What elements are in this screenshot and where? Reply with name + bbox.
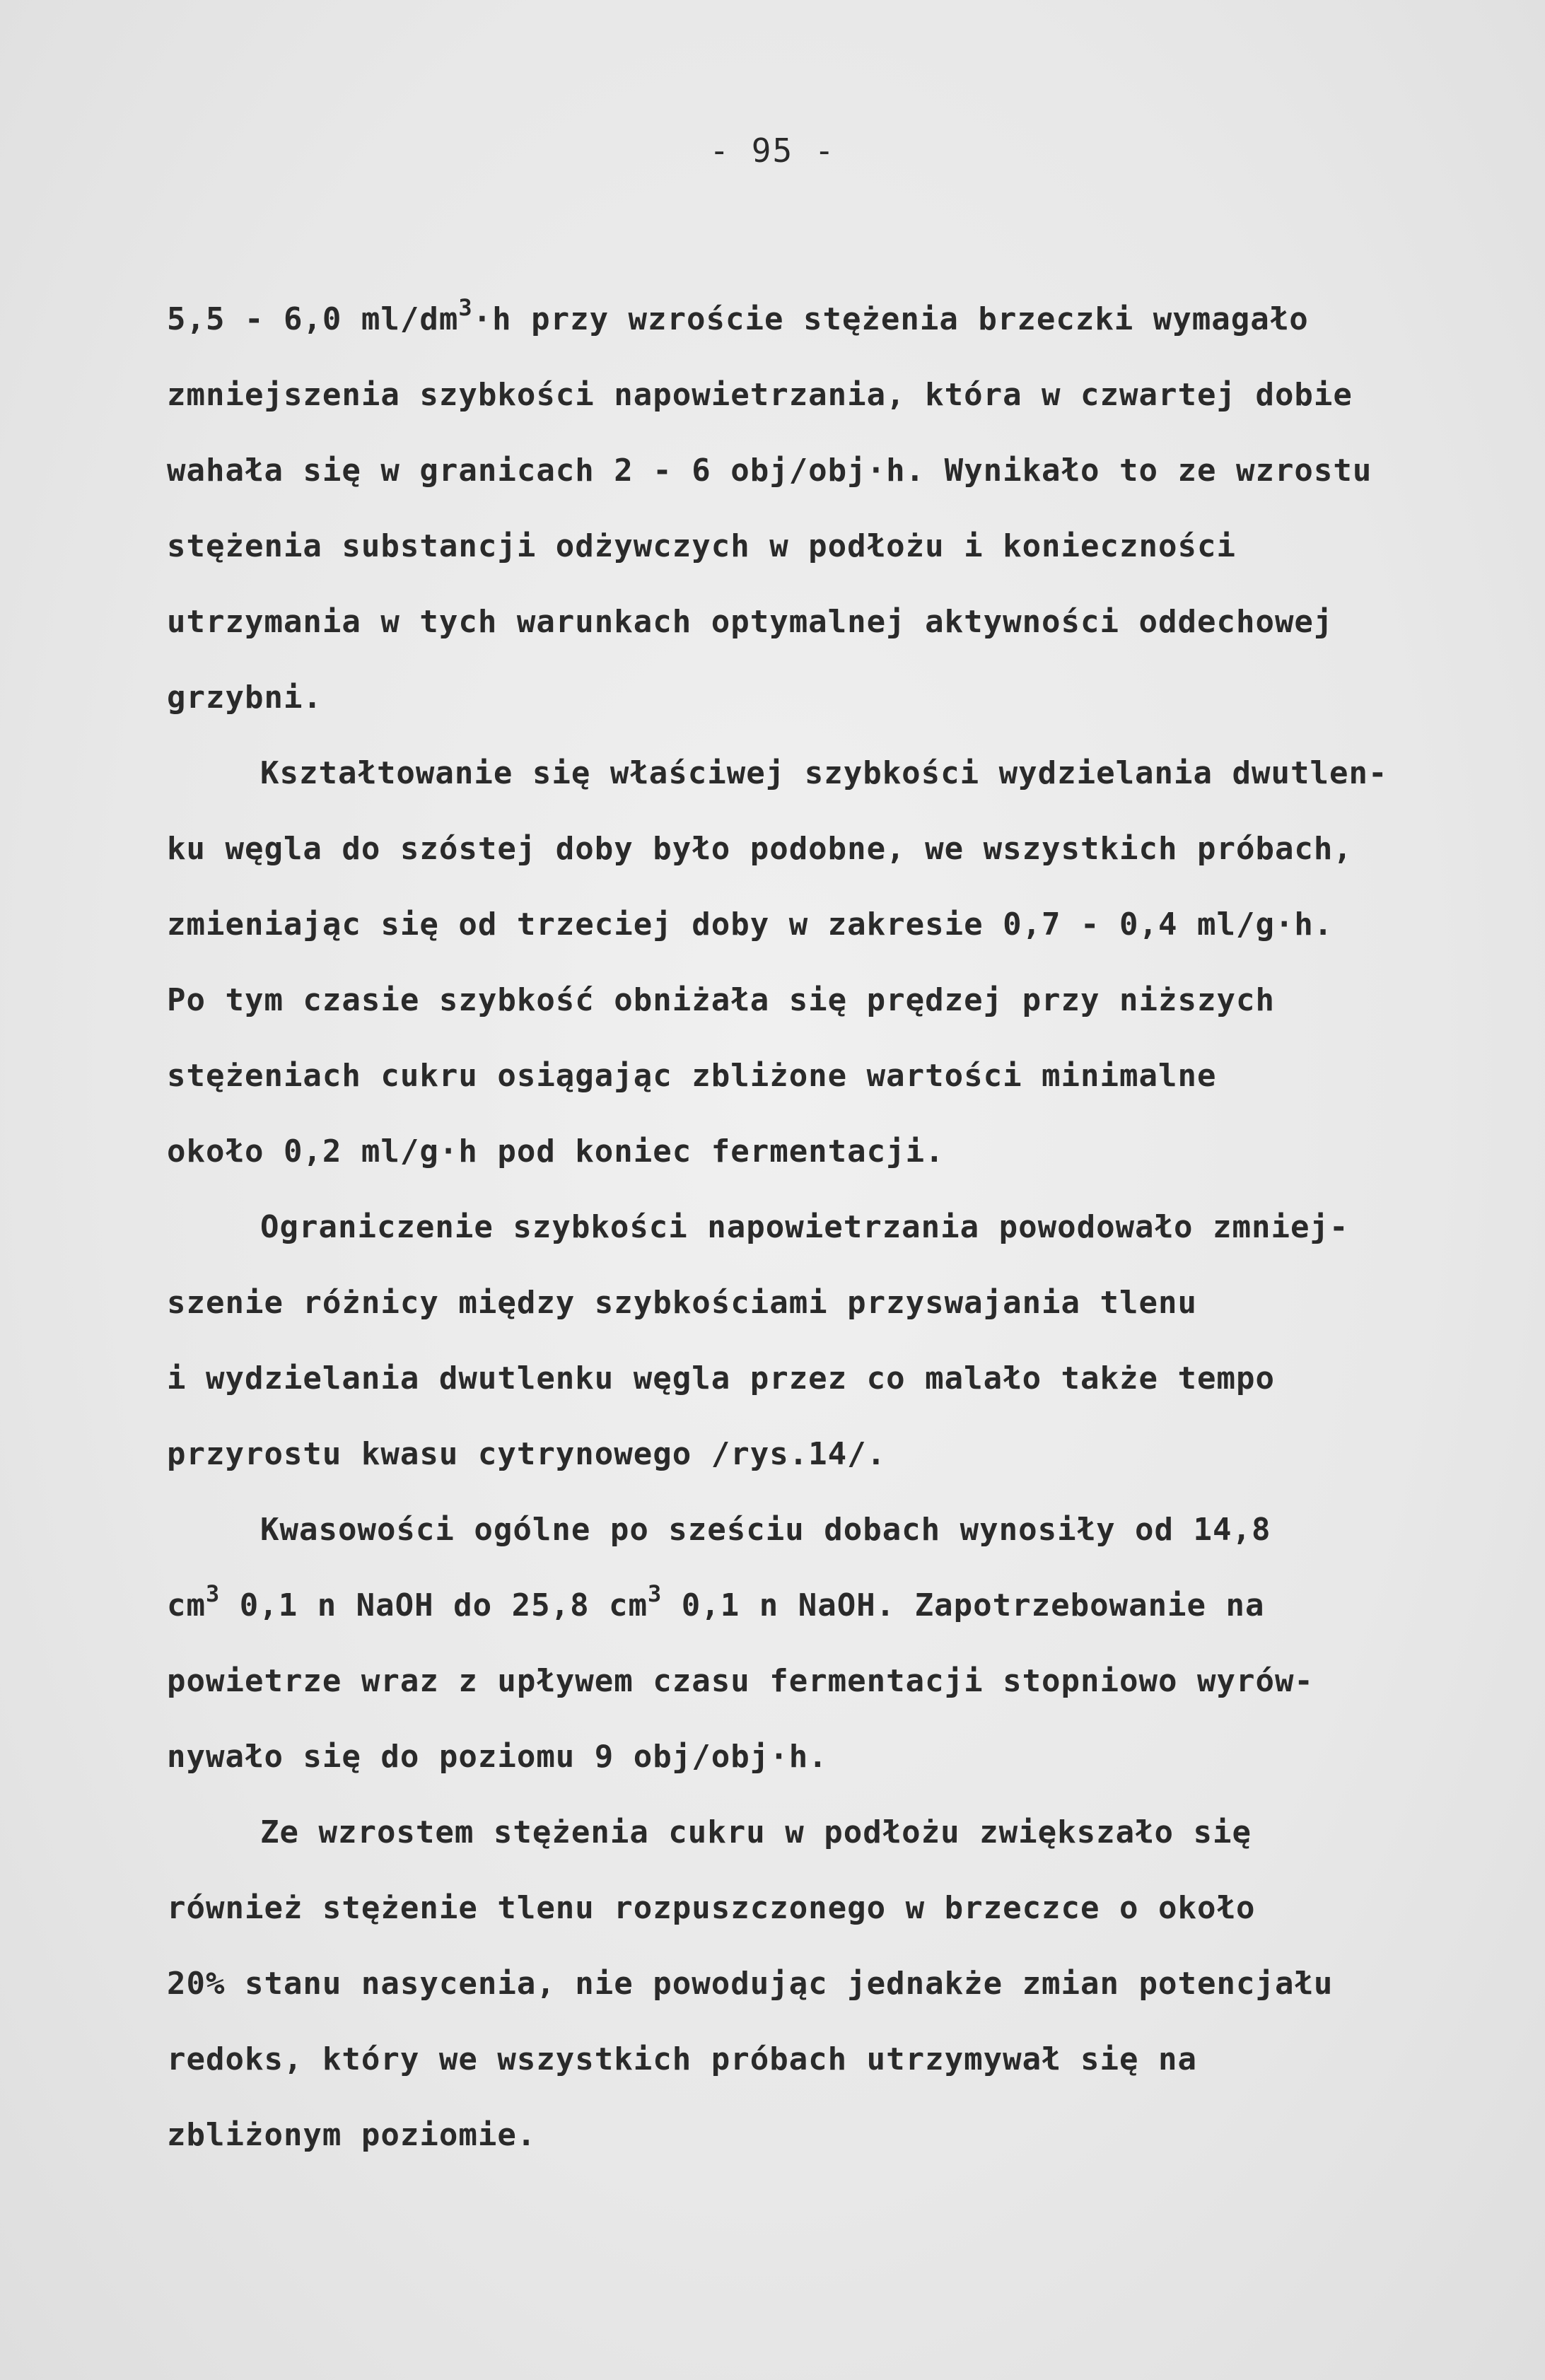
text-line: zbliżonym poziomie. bbox=[167, 2117, 537, 2153]
page-number: - 95 - bbox=[709, 132, 836, 170]
body-text bbox=[167, 281, 1524, 2173]
text-line: ku węgla do szóstej doby było podobne, we wszystkich próbach, bbox=[167, 831, 1353, 867]
text-line: wahała się w granicach 2 - 6 obj/obj·h. Wynikało to ze wzrostu bbox=[167, 453, 1372, 489]
text-line: Po tym czasie szybkość obniżała się prędzej przy niższych bbox=[167, 982, 1275, 1018]
text-line: Kształtowanie się właściwej szybkości wydzielania dwutlen- bbox=[260, 755, 1388, 791]
text-line: 20% stanu nasycenia, nie powodując jednakże zmian potencjału bbox=[167, 1966, 1334, 2002]
text-line: Kwasowości ogólne po sześciu dobach wynosiły od 14,8 bbox=[260, 1512, 1271, 1548]
text-line: 5,5 - 6,0 $ml/dm^3\cdot h$ przy wzroście stężenia brzeczki wymagało bbox=[167, 294, 1309, 337]
text-line: przyrostu kwasu cytrynowego /rys.14/. bbox=[167, 1436, 887, 1472]
text-line: i wydzielania dwutlenku węgla przez co malało także tempo bbox=[167, 1360, 1275, 1396]
text-line: redoks, który we wszystkich próbach utrzymywał się na bbox=[167, 2041, 1197, 2077]
text-line: Ze wzrostem stężenia cukru w podłożu zwiększało się bbox=[260, 1814, 1252, 1850]
text-line: Ograniczenie szybkości napowietrzania powodowało zmniej- bbox=[260, 1209, 1349, 1245]
text-line: $cm^3$ 0,1 n NaOH do 25,8 $cm^3$ 0,1 n NaOH. Zapotrzebowanie na bbox=[167, 1580, 1265, 1623]
text-line: stężenia substancji odżywczych w podłożu i konieczności bbox=[167, 528, 1236, 564]
text-line: zmieniając się od trzeciej doby w zakresie 0,7 - 0,4 ml/g·h. bbox=[167, 906, 1334, 943]
text-line: również stężenie tlenu rozpuszczonego w brzeczce o około bbox=[167, 1890, 1256, 1926]
text-line: powietrze wraz z upływem czasu fermentacji stopniowo wyrów- bbox=[167, 1663, 1314, 1699]
text-line: około 0,2 ml/g·h pod koniec fermentacji. bbox=[167, 1133, 945, 1169]
text-line: stężeniach cukru osiągając zbliżone wartości minimalne bbox=[167, 1058, 1217, 1094]
text-line: utrzymania w tych warunkach optymalnej aktywności oddechowej bbox=[167, 604, 1334, 640]
text-line: grzybni. bbox=[167, 679, 322, 716]
text-line: nywało się do poziomu 9 obj/obj·h. bbox=[167, 1739, 828, 1775]
text-line: szenie różnicy między szybkościami przyswajania tlenu bbox=[167, 1285, 1197, 1321]
text-line: zmniejszenia szybkości napowietrzania, która w czwartej dobie bbox=[167, 377, 1353, 413]
